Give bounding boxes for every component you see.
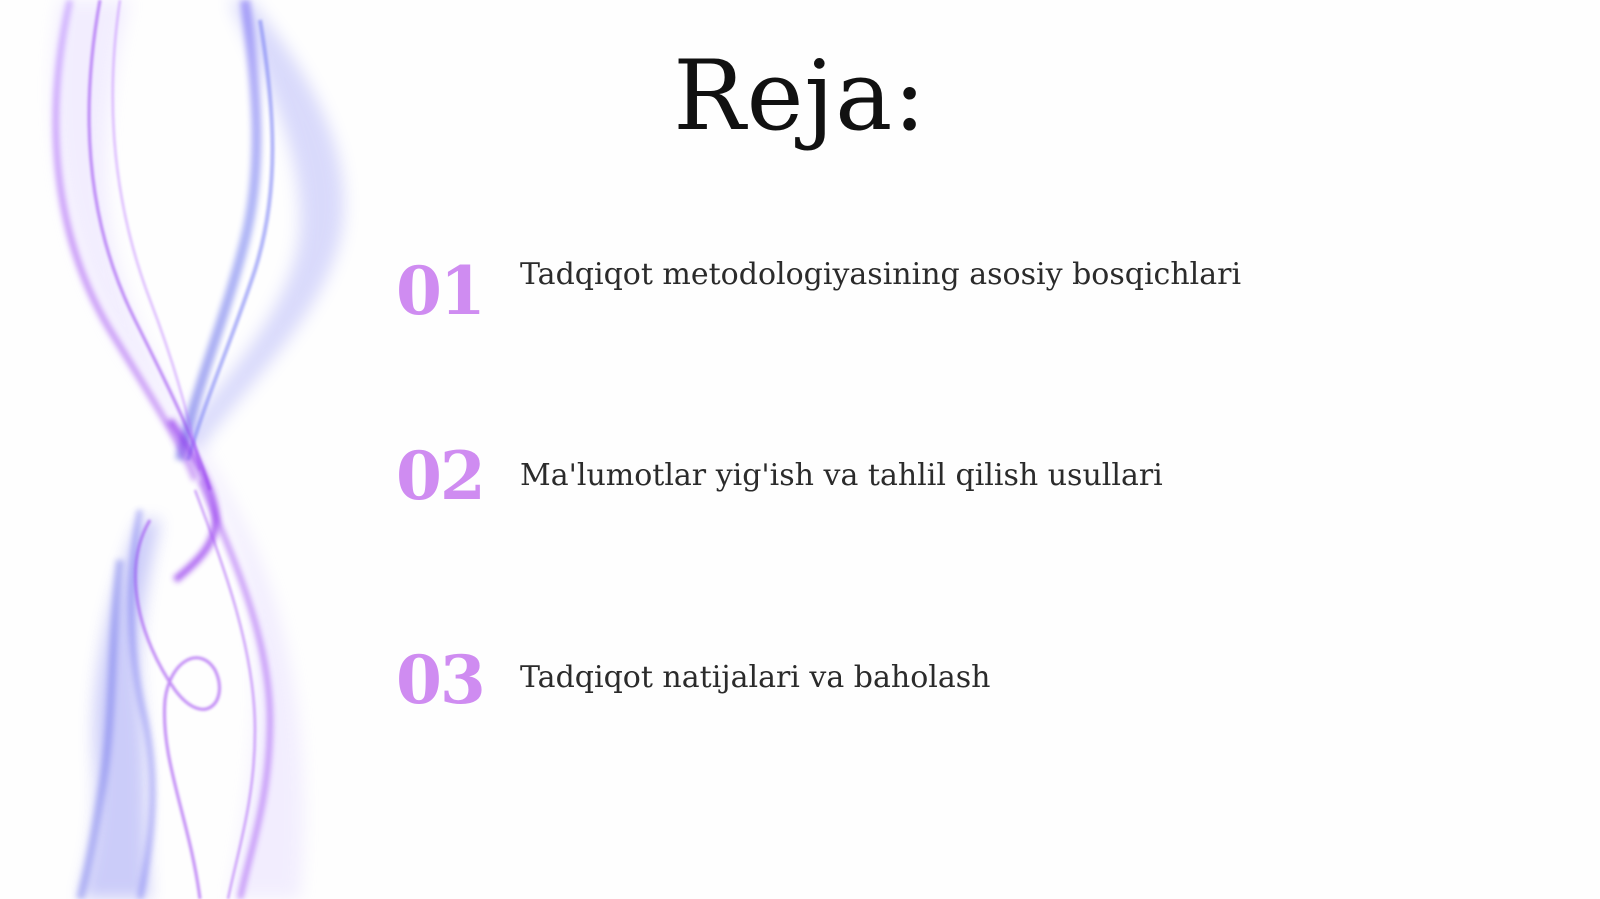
item-text: Tadqiqot metodologiyasining asosiy bosqichlari bbox=[520, 257, 1242, 292]
page-title: Reja: bbox=[673, 40, 927, 152]
item-number: 01 bbox=[396, 252, 484, 330]
item-number: 03 bbox=[396, 641, 484, 719]
item-text: Ma'lumotlar yig'ish va tahlil qilish usullari bbox=[520, 458, 1163, 493]
item-text: Tadqiqot natijalari va baholash bbox=[520, 660, 991, 695]
item-number: 02 bbox=[396, 437, 484, 515]
